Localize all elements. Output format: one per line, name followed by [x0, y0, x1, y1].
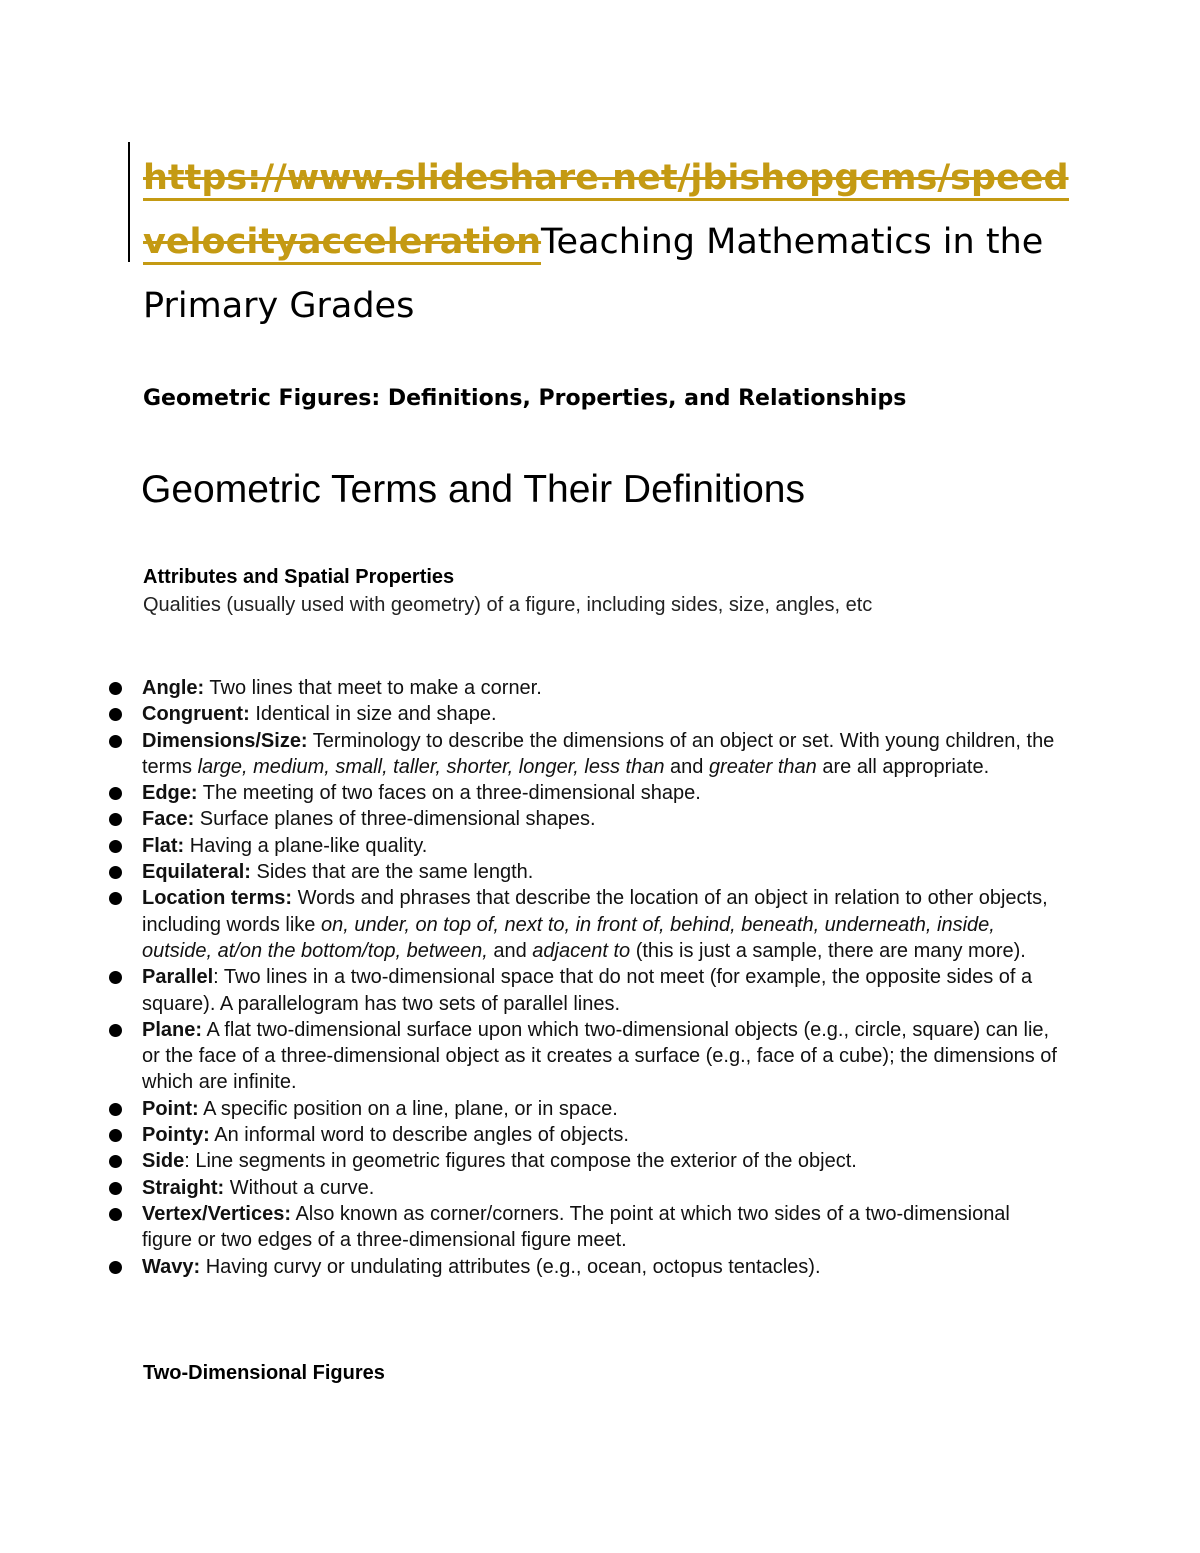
term-name: Equilateral:	[142, 861, 251, 884]
term-list-item	[0, 885, 1200, 964]
term-name: Location terms:	[142, 887, 293, 910]
bullet-icon	[109, 1182, 122, 1195]
next-section-heading: Two-Dimensional Figures	[143, 1362, 385, 1384]
term-list-item	[0, 859, 1200, 885]
bullet-icon	[109, 1024, 122, 1037]
terms-list	[0, 675, 1200, 1280]
term-definition: Two lines that meet to make a corner.	[204, 677, 542, 699]
term-name: Plane:	[142, 1018, 203, 1041]
bullet-icon	[109, 892, 122, 905]
term-name: Point:	[142, 1097, 199, 1120]
term-list-item	[0, 701, 1200, 727]
term-list-item	[0, 1096, 1200, 1122]
term-name: Wavy:	[142, 1255, 201, 1278]
term-definition: : Line segments in geometric figures that compose the exterior of the object.	[184, 1150, 857, 1173]
term-list-item	[0, 1148, 1200, 1174]
term-list-item	[0, 806, 1200, 832]
bullet-icon	[109, 813, 122, 826]
term-definition-tail: (this is just a sample, there are many more).	[630, 939, 1026, 962]
term-examples-2: greater than	[708, 755, 817, 778]
term-definition: Without a curve.	[224, 1176, 375, 1199]
term-name: Face:	[142, 808, 195, 831]
document-subtitle: Geometric Figures: Definitions, Properties, and Relationships	[143, 386, 907, 411]
deleted-hyperlink[interactable]: https://www.slideshare.net/jbishopgcms/speed velocityacceleration	[143, 158, 1069, 265]
term-definition-mid: and	[664, 755, 709, 778]
bullet-icon	[109, 840, 122, 853]
term-list-item	[0, 780, 1200, 806]
section-heading: Attributes and Spatial Properties	[143, 566, 455, 588]
term-list-item	[0, 728, 1200, 781]
term-definition: A specific position on a line, plane, or in space.	[198, 1097, 618, 1120]
bullet-icon	[109, 1208, 122, 1221]
term-list-item	[0, 964, 1200, 1017]
bullet-icon	[109, 735, 122, 748]
term-name: Dimensions/Size:	[142, 729, 308, 752]
term-name: Angle:	[142, 677, 205, 699]
term-name: Straight:	[142, 1176, 225, 1199]
term-definition: The meeting of two faces on a three-dimensional shape.	[197, 782, 701, 805]
bullet-icon	[109, 866, 122, 879]
term-name: Parallel	[142, 966, 214, 989]
revision-change-bar	[128, 142, 130, 262]
bullet-icon	[109, 1261, 122, 1274]
term-name: Vertex/Vertices:	[142, 1202, 291, 1225]
term-definition: Sides that are the same length.	[250, 861, 534, 884]
term-examples: large, medium, small, taller, shorter, longer, less than	[197, 755, 665, 778]
term-list-item	[0, 1201, 1200, 1254]
term-definition: Having curvy or undulating attributes (e.g., ocean, octopus tentacles).	[200, 1255, 821, 1278]
bullet-icon	[109, 1155, 122, 1168]
document-title	[143, 146, 1103, 338]
bullet-icon	[109, 971, 122, 984]
bullet-icon	[109, 708, 122, 721]
bullet-icon	[109, 1103, 122, 1116]
term-list-item	[0, 833, 1200, 859]
term-name: Edge:	[142, 782, 198, 805]
bullet-icon	[109, 787, 122, 800]
term-list-item	[0, 1175, 1200, 1201]
term-list-item	[0, 675, 1200, 701]
term-list-item	[0, 1254, 1200, 1280]
bullet-icon	[109, 1129, 122, 1142]
term-definition-mid: and	[487, 939, 533, 962]
term-name: Congruent:	[142, 703, 250, 726]
term-definition: A flat two-dimensional surface upon which two-dimensional objects (e.g., circle, square) can lie, or the face of a three-dimensional object as it creates a surface (e.g., face of a cube); the dimensions of which are infinite.	[142, 1018, 1057, 1094]
term-definition: An informal word to describe angles of objects.	[209, 1124, 629, 1147]
term-definition: : Two lines in a two-dimensional space that do not meet (for example, the opposite sides of a square). A parallelogram has two sets of parallel lines.	[142, 966, 1033, 1015]
term-definition: Also known as corner/corners. The point at which two sides of a two-dimensional figure or two edges of a three-dimensional figure meet.	[142, 1202, 1010, 1252]
bullet-icon	[109, 682, 122, 695]
term-list-item	[0, 1122, 1200, 1148]
section-description: Qualities (usually used with geometry) of a figure, including sides, size, angles, etc	[143, 594, 873, 616]
term-list-item	[0, 1017, 1200, 1096]
title-text: Teaching Mathematics in the Primary Grades	[143, 222, 1044, 326]
term-definition: Having a plane-like quality.	[184, 834, 428, 857]
term-definition: Identical in size and shape.	[249, 703, 497, 726]
term-examples-2: adjacent to	[532, 939, 631, 962]
term-definition-tail: are all appropriate.	[816, 755, 990, 778]
term-definition: Surface planes of three-dimensional shapes.	[194, 808, 596, 831]
page-heading: Geometric Terms and Their Definitions	[141, 468, 805, 511]
term-definition: Terminology to describe the dimensions of an object or set. With young children, the terms	[142, 729, 1055, 778]
term-name: Side	[142, 1150, 185, 1173]
term-name: Pointy:	[142, 1124, 210, 1147]
term-examples: on, under, on top of, next to, in front of, behind, beneath, underneath, inside, outside, at/on the bottom/top, between,	[142, 913, 995, 962]
term-definition: Words and phrases that describe the location of an object in relation to other objects, including words like	[142, 887, 1048, 936]
term-name: Flat:	[142, 834, 185, 857]
